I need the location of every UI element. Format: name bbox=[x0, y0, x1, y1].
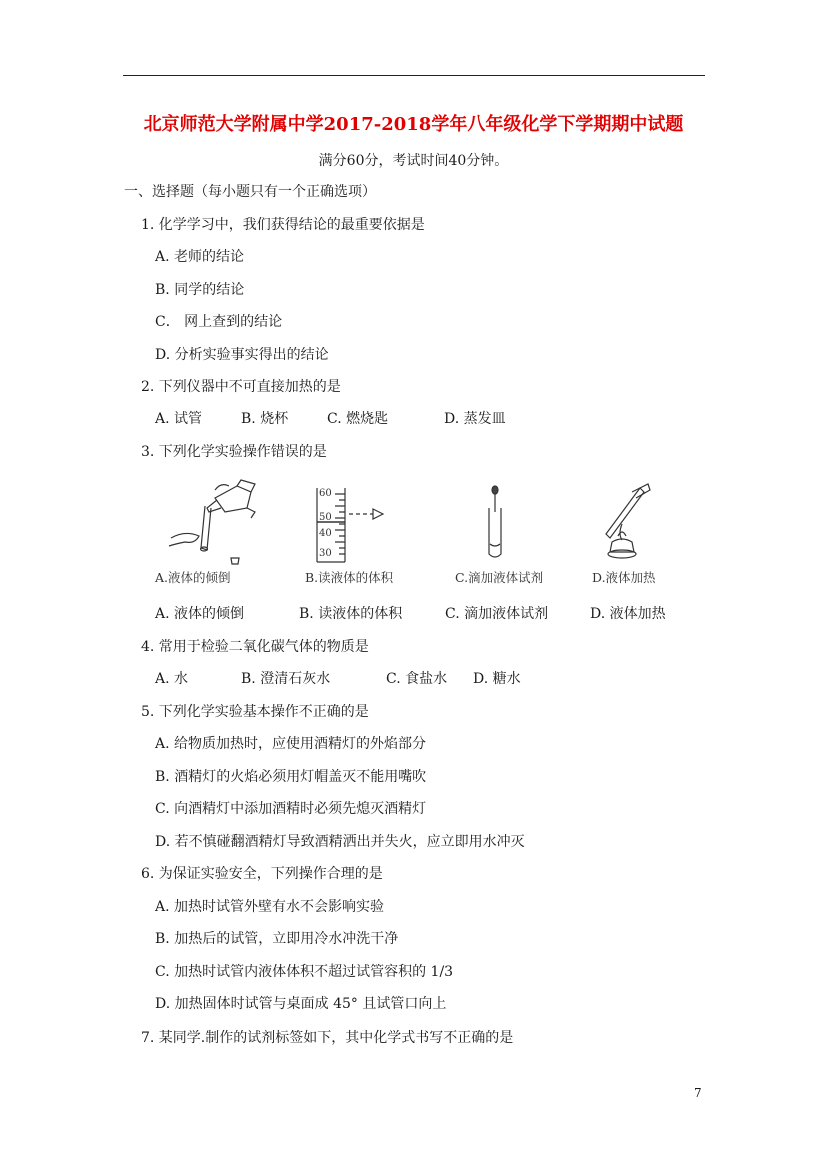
question-4-option-c: C. 食盐水 bbox=[386, 671, 448, 687]
question-6-option-c: C. 加热时试管内液体体积不超过试管容积的 1/3 bbox=[155, 964, 454, 980]
question-6-option-b: B. 加热后的试管，立即用冷水冲洗干净 bbox=[155, 931, 399, 947]
pouring-illustration bbox=[155, 478, 275, 568]
question-4-option-a: A. 水 bbox=[155, 671, 189, 687]
figure-a-pouring bbox=[155, 478, 275, 590]
section-heading: 一、选择题（每小题只有一个正确选项） bbox=[124, 184, 376, 200]
question-1-option-d: D. 分析实验事实得出的结论 bbox=[155, 347, 329, 363]
question-2-option-c: C. 燃烧匙 bbox=[327, 411, 389, 427]
question-2-options bbox=[155, 410, 675, 428]
question-3-option-c: C. 滴加液体试剂 bbox=[445, 606, 549, 622]
page-number: 7 bbox=[694, 1086, 702, 1100]
cylinder-tick-30: 30 bbox=[319, 548, 332, 559]
cylinder-tick-40: 40 bbox=[319, 528, 332, 539]
header-rule bbox=[123, 75, 705, 76]
question-6-option-a: A. 加热时试管外壁有水不会影响实验 bbox=[155, 899, 385, 915]
question-3-option-a: A. 液体的倾倒 bbox=[155, 606, 245, 622]
figure-c-dropper bbox=[455, 478, 575, 590]
question-2-option-b: B. 烧杯 bbox=[241, 411, 289, 427]
dropper-illustration bbox=[455, 478, 575, 568]
question-7-stem: 7. 某同学.制作的试剂标签如下，其中化学式书写不正确的是 bbox=[141, 1030, 514, 1046]
question-5-stem: 5. 下列化学实验基本操作不正确的是 bbox=[141, 704, 369, 720]
question-6-option-d: D. 加热固体时试管与桌面成 45° 且试管口向上 bbox=[155, 996, 447, 1012]
question-5-option-b: B. 酒精灯的火焰必须用灯帽盖灭不能用嘴吹 bbox=[155, 769, 427, 785]
graduated-cylinder-illustration bbox=[305, 478, 425, 568]
question-1-stem: 1. 化学学习中，我们获得结论的最重要依据是 bbox=[141, 217, 425, 233]
question-3-options bbox=[155, 605, 695, 623]
question-2-option-d: D. 蒸发皿 bbox=[444, 411, 506, 427]
question-4-option-b: B. 澄清石灰水 bbox=[241, 671, 331, 687]
cylinder-tick-60: 60 bbox=[319, 488, 332, 499]
question-4-option-d: D. 糖水 bbox=[473, 671, 521, 687]
exam-subtitle: 满分60分，考试时间40分钟。 bbox=[318, 153, 509, 169]
question-1-option-b: B. 同学的结论 bbox=[155, 282, 245, 298]
question-6-stem: 6. 为保证实验安全，下列操作合理的是 bbox=[141, 866, 383, 882]
question-5-option-c: C. 向酒精灯中添加酒精时必须先熄灭酒精灯 bbox=[155, 801, 427, 817]
figure-b-reading bbox=[305, 478, 425, 590]
question-4-options bbox=[155, 670, 675, 688]
cylinder-tick-50: 50 bbox=[319, 512, 332, 523]
exam-title: 北京师范大学附属中学2017-2018学年八年级化学下学期期中试题 bbox=[143, 114, 684, 135]
question-2-stem: 2. 下列仪器中不可直接加热的是 bbox=[141, 379, 341, 395]
question-2-option-a: A. 试管 bbox=[155, 411, 203, 427]
figure-c-caption: C.滴加液体试剂 bbox=[455, 570, 544, 585]
figure-d-heating bbox=[592, 478, 712, 590]
figure-d-caption: D.液体加热 bbox=[592, 570, 656, 585]
question-5-option-d: D. 若不慎碰翻酒精灯导致酒精洒出并失火，应立即用水冲灭 bbox=[155, 834, 525, 850]
question-5-option-a: A. 给物质加热时，应使用酒精灯的外焰部分 bbox=[155, 736, 427, 752]
question-1-option-c: C． 网上查到的结论 bbox=[155, 314, 283, 330]
question-4-stem: 4. 常用于检验二氧化碳气体的物质是 bbox=[141, 639, 369, 655]
question-1-option-a: A. 老师的结论 bbox=[155, 249, 245, 265]
figure-a-caption: A.液体的倾倒 bbox=[155, 570, 231, 585]
question-3-figures bbox=[155, 478, 695, 590]
question-3-stem: 3. 下列化学实验操作错误的是 bbox=[141, 444, 327, 460]
figure-b-caption: B.读液体的体积 bbox=[305, 570, 394, 585]
question-3-option-b: B. 读液体的体积 bbox=[299, 606, 403, 622]
heating-illustration bbox=[592, 478, 712, 568]
question-3-option-d: D. 液体加热 bbox=[590, 606, 666, 622]
